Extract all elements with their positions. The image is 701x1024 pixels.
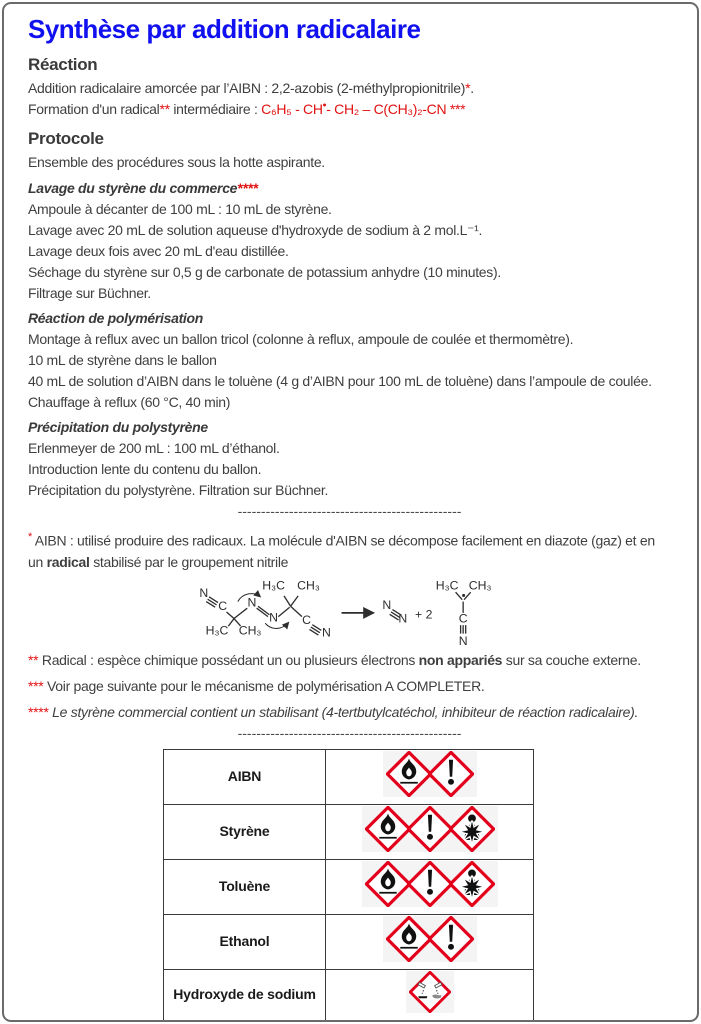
substance-name: Hydroxyde de sodium xyxy=(164,969,326,1020)
atom-label-h3c: H₃C xyxy=(435,577,458,592)
protocol-step: Introduction lente du contenu du ballon. xyxy=(28,461,262,477)
atom-label-ch3: CH₃ xyxy=(468,577,491,592)
pictogram-cell xyxy=(326,749,534,804)
reaction-line-1-end: . xyxy=(470,80,474,96)
footnote-aibn xyxy=(28,527,671,573)
flammable-pictogram-icon xyxy=(386,751,432,797)
atom-label-c: C xyxy=(217,598,227,613)
footnote-marker-star4: **** xyxy=(28,703,49,720)
exclamation-pictogram-icon xyxy=(428,916,474,962)
flammable-pictogram-icon xyxy=(386,916,432,962)
formula-post: - CH₂ – C(CH₃)₂-CN xyxy=(326,101,450,117)
footnote-stabilisant xyxy=(28,702,671,723)
substance-name: AIBN xyxy=(164,749,326,804)
protocol-step: 10 mL de styrène dans le ballon xyxy=(28,352,217,368)
document-page xyxy=(2,2,699,1022)
radical-formula xyxy=(261,101,465,117)
pictogram-group xyxy=(406,971,454,1013)
section-heading-reaction: Réaction xyxy=(28,55,98,74)
table-row xyxy=(164,859,534,914)
pictogram-group xyxy=(362,806,498,852)
protocol-step: Filtrage sur Büchner. xyxy=(28,285,151,301)
dashed-divider: ------------------------------------------------ xyxy=(237,724,462,741)
exclamation-pictogram-icon xyxy=(428,751,474,797)
pictogram-cell xyxy=(326,804,534,859)
atom-label-ch3: CH₃ xyxy=(296,577,320,592)
pictogram-group xyxy=(362,861,498,907)
atom-label-n: N xyxy=(247,594,256,609)
page-title: Synthèse par addition radicalaire xyxy=(28,14,421,44)
pictogram-cell xyxy=(326,914,534,969)
protocol-step: 40 mL de solution d’AIBN dans le toluène (4 g d’AIBN pour 100 mL de toluène) dans l’ampoule de coulée. Chauffage à reflux (60 °C, 40 min) xyxy=(28,373,652,410)
protocol-step: Précipitation du polystyrène. Filtration sur Büchner. xyxy=(28,482,329,498)
footnote-aibn-bold: radical xyxy=(46,553,90,570)
footnote-radical-text: Radical : espèce chimique possédant un ou plusieurs électrons xyxy=(38,651,419,668)
radical-dot-mark xyxy=(462,594,465,597)
protocol-step: Lavage deux fois avec 20 mL d'eau distillée. xyxy=(28,243,289,259)
substance-name: Styrène xyxy=(164,804,326,859)
reaction-line-2-text: Formation d'un radical xyxy=(28,101,160,117)
footnote-marker-1: * xyxy=(465,80,471,96)
atom-label-n: N xyxy=(268,610,278,625)
footnote-aibn-text: AIBN : utilisé produire des radicaux. La molécule d'AIBN se décompose facilement en diazote (gaz) et en un xyxy=(28,532,655,570)
pictogram-cell xyxy=(326,969,534,1020)
flammable-pictogram-icon xyxy=(365,861,411,907)
reaction-line-2-text2: intermédiaire : xyxy=(169,101,262,117)
subsection-title: Lavage du styrène du commerce xyxy=(28,180,238,196)
footnote-voir-page xyxy=(28,676,671,697)
exclamation-pictogram-icon xyxy=(407,861,453,907)
corrosive-pictogram-icon xyxy=(409,971,451,1013)
footnote-marker-star3: *** xyxy=(28,677,44,694)
atom-label-n: N xyxy=(381,597,391,612)
footnote-radical xyxy=(28,650,671,671)
atom-label-ch3: CH₃ xyxy=(238,623,261,638)
footnote-stabilisant-text: Le styrène commercial contient un stabilisant (4-tertbutylcatéchol, inhibiteur de réaction radicalaire). xyxy=(48,703,639,720)
reaction-line-2 xyxy=(28,99,671,120)
atom-label-h3c: H₃C xyxy=(261,577,285,592)
health-hazard-pictogram-icon xyxy=(449,861,495,907)
atom-label-n: N xyxy=(458,633,468,648)
atom-label-n: N xyxy=(397,610,407,625)
hazard-table xyxy=(163,749,534,1021)
footnote-marker-2: ** xyxy=(159,101,170,117)
reaction-line-1-text: Addition radicalaire amorcée par l’AIBN : 2,2-azobis (2-méthylpropionitrile) xyxy=(28,80,466,96)
table-row xyxy=(164,969,534,1020)
formula-pre: C₆H₅ - CH xyxy=(261,101,323,117)
subsection-heading-precipitation: Précipitation du polystyrène xyxy=(28,419,208,435)
flammable-pictogram-icon xyxy=(365,806,411,852)
substance-name: Ethanol xyxy=(164,914,326,969)
atom-label-n: N xyxy=(321,625,331,640)
footnote-voir-page-text: Voir page suivante pour le mécanisme de polymérisation A COMPLETER. xyxy=(43,677,485,694)
table-row xyxy=(164,914,534,969)
subsection-heading-polymerisation: Réaction de polymérisation xyxy=(28,310,204,326)
dashed-divider: ------------------------------------------------ xyxy=(237,503,462,519)
subsection-heading-lavage xyxy=(28,178,671,199)
atom-label-h3c: H₃C xyxy=(205,623,228,638)
footnote-radical-text2: sur sa couche externe. xyxy=(502,651,641,668)
atom-label-n: N xyxy=(198,585,208,600)
footnote-marker-star2: ** xyxy=(28,651,39,668)
protocol-step: Erlenmeyer de 200 mL : 100 mL d’éthanol. xyxy=(28,440,280,456)
atom-label-c: C xyxy=(458,610,468,625)
reaction-line-1 xyxy=(28,78,671,99)
section-heading-protocole: Protocole xyxy=(28,129,104,148)
footnote-aibn-text2: stabilisé par le groupement nitrile xyxy=(89,553,289,570)
footnote-marker-star: * xyxy=(28,531,32,543)
atom-label-c: C xyxy=(301,612,311,627)
pictogram-group xyxy=(383,916,477,962)
protocole-intro: Ensemble des procédures sous la hotte aspirante. xyxy=(28,154,325,170)
aibn-decomposition-scheme xyxy=(185,574,515,648)
pictogram-cell xyxy=(326,859,534,914)
plus-two-label: + 2 xyxy=(414,607,432,622)
substance-name: Toluène xyxy=(164,859,326,914)
protocol-step: Lavage avec 20 mL de solution aqueuse d'hydroxyde de sodium à 2 mol.L⁻¹. xyxy=(28,222,483,238)
protocol-step: Ampoule à décanter de 100 mL : 10 mL de styrène. xyxy=(28,201,332,217)
table-row xyxy=(164,749,534,804)
health-hazard-pictogram-icon xyxy=(449,806,495,852)
footnote-marker-3: *** xyxy=(449,101,466,117)
exclamation-pictogram-icon xyxy=(407,806,453,852)
footnote-marker-4: **** xyxy=(237,180,258,196)
radical-dot: • xyxy=(322,99,327,112)
protocol-step: Montage à reflux avec un ballon tricol (colonne à reflux, ampoule de coulée et thermomètre). xyxy=(28,331,574,347)
footnote-radical-bold: non appariés xyxy=(418,651,503,668)
pictogram-group xyxy=(383,751,477,797)
table-row xyxy=(164,804,534,859)
protocol-step: Séchage du styrène sur 0,5 g de carbonate de potassium anhydre (10 minutes). xyxy=(28,264,501,280)
